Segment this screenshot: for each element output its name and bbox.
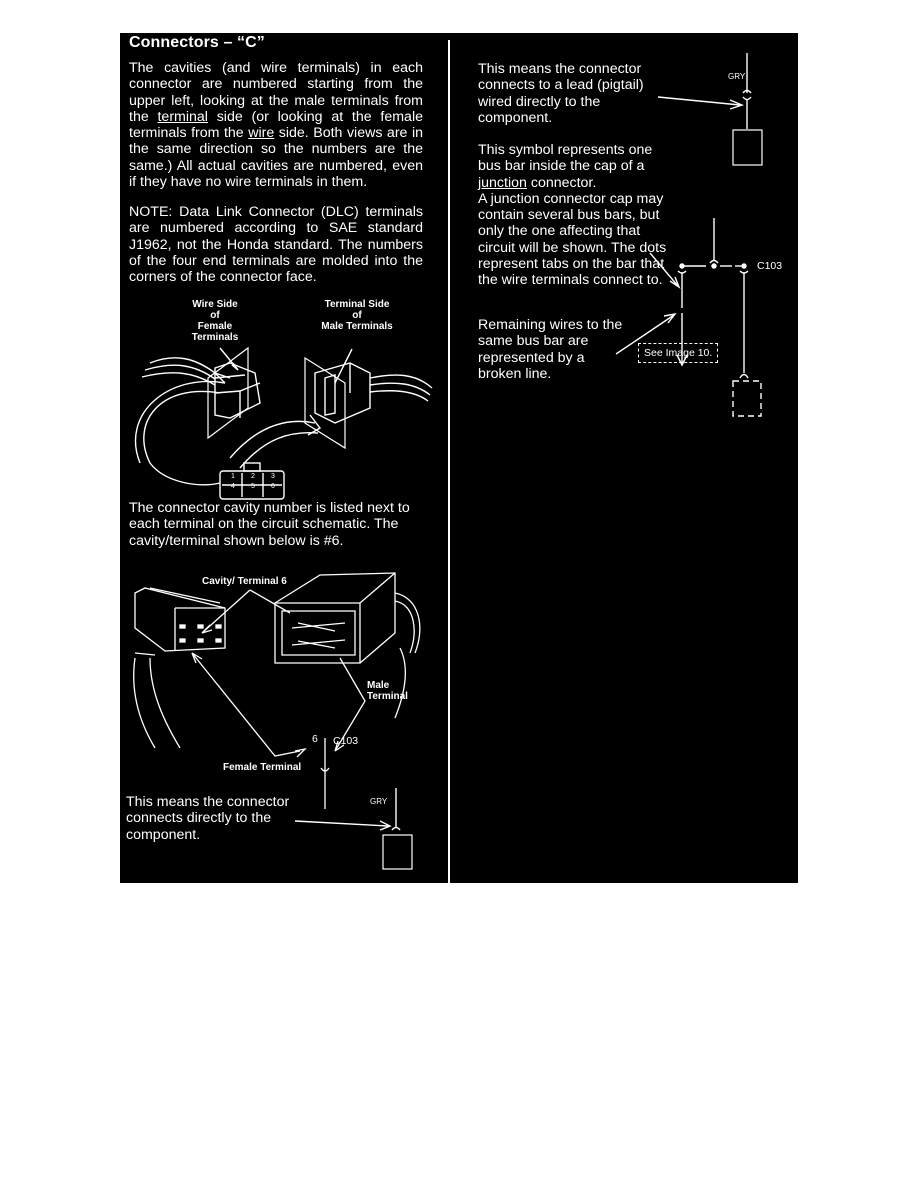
male-terminal-label: Male Terminal	[367, 680, 408, 702]
connector-id-label: C103	[333, 735, 359, 747]
pigtail-paragraph: This means the connector connects to a lead (pigtail) wired directly to the component.	[478, 61, 644, 126]
wire-side-label: Wire Side of Female Terminals	[191, 299, 239, 343]
page-title: Connectors – “C”	[129, 34, 265, 51]
intro-paragraph: The cavities (and wire terminals) in each connector are numbered starting from the upper left, looking at the male terminals from the terminal side (or looking at the female terminals from the wire side. Both views are in the same direction so the numbers are the same.) All actual cavities are numbered, even if they have no wire terminals in them.	[129, 60, 424, 191]
see-image-reference[interactable]: See Image 10.	[638, 343, 718, 363]
direct-connect-paragraph: This means the connector connects directly to the component.	[126, 794, 290, 843]
cavity-terminal-diagram	[120, 573, 450, 783]
pin-number-label: 6	[312, 733, 318, 745]
dlc-note: NOTE: Data Link Connector (DLC) terminals are numbered according to SAE standard J1962, not the Honda standard. The numbers of the four end terminals are molded into the corners of the connector face.	[129, 204, 423, 286]
cavity-terminal-label: Cavity/ Terminal 6	[202, 576, 287, 587]
terminal-side-label: Terminal Side of Male Terminals	[321, 299, 393, 332]
junction-link[interactable]: junction	[478, 174, 527, 191]
female-terminal-label: Female Terminal	[223, 762, 302, 773]
direct-component-symbol	[120, 783, 450, 883]
bus-bar-paragraph: This symbol represents one bus bar inside the cap of a junction connector. A junction connector cap may contain several bus bars, but only the one affecting that circuit will be shown. The dots represent tabs on the bar that the wire terminals connect to.	[478, 142, 667, 289]
pigtail-wire-color-label: GRY	[728, 72, 746, 81]
connector-views-diagram	[120, 323, 450, 483]
terminal-link[interactable]: terminal	[157, 108, 208, 125]
cavity-number-paragraph: The connector cavity number is listed next to each terminal on the circuit schematic. The cavity/terminal shown below is #6.	[129, 500, 410, 549]
junction-connector-id: C103	[757, 260, 783, 272]
document-page	[120, 33, 798, 883]
junction-connector-diagram	[450, 213, 790, 388]
wire-link[interactable]: wire	[248, 125, 275, 142]
wire-color-label: GRY	[370, 797, 388, 806]
dlc-cavity-numbers: 1 2 3 4 5 6	[231, 473, 275, 490]
broken-line-paragraph: Remaining wires to the same bus bar are represented by a broken line.	[478, 317, 623, 382]
